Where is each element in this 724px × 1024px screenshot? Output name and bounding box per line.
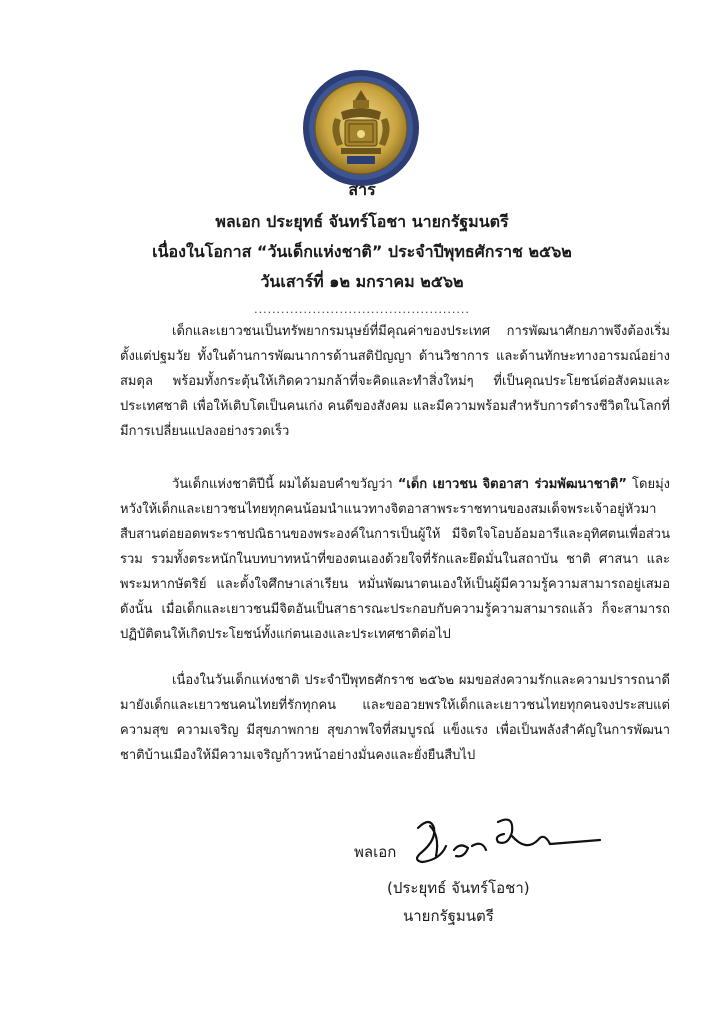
document-title: สาร: [348, 180, 376, 199]
government-seal-icon: [301, 68, 421, 188]
children-day-motto: “เด็ก เยาวชน จิตอาสา ร่วมพัฒนาชาติ”: [397, 477, 627, 492]
paragraph-1-text: เด็กและเยาวชนเป็นทรัพยากรมนุษย์ที่มีคุณค่าของประเทศ การพัฒนาศักยภาพจึงต้องเริ่มตั้งแต่ปฐมวัย ทั้งในด้านการพัฒนาการด้านสติปัญญา ด้านวิชาการ และด้านทักษะทางอารมณ์อย่างสมดุล พร้อมทั้งกระตุ้นให้เกิดความกล้าที่จะคิดและทำสิ่งใหม่ๆ ที่เป็นคุณประโยชน์ต่อสังคมและประเทศชาติ เพื่อให้เติบโตเป็นคนเก่ง คนดีของสังคม และมีความพร้อมสำหรับการดำรงชีวิตในโลกที่มีการเปลี่ยนแปลงอย่างรวดเร็ว: [120, 324, 670, 439]
paragraph-3-text: เนื่องในวันเด็กแห่งชาติ ประจำปีพุทธศักราช ๒๕๖๒ ผมขอส่งความรักและความปรารถนาดีมายังเด็กและเยาวชนคนไทยที่รักทุกคน และขออวยพรให้เด็กและเยาวชนไทยทุกคนจงประสบแต่ความสุข ความเจริญ มีสุขภาพกาย สุขภาพใจที่สมบูรณ์ แข็งแรง เพื่อเป็นพลังสำคัญในการพัฒนาชาติบ้านเมืองให้มีความเจริญก้าวหน้าอย่างมั่นคงและยั่งยืนสืบไป: [120, 673, 670, 763]
paragraph-2: [120, 472, 670, 647]
date-line: วันเสาร์ที่ ๑๒ มกราคม ๒๕๖๒: [260, 272, 464, 291]
signatory-position: นายกรัฐมนตรี: [403, 907, 494, 925]
signatory-name: (ประยุทธ์ จันทร์โอชา): [387, 879, 530, 897]
paragraph-3: [120, 668, 670, 768]
author-line: พลเอก ประยุทธ์ จันทร์โอชา นายกรัฐมนตรี: [215, 212, 509, 231]
paragraph-2-lead: วันเด็กแห่งชาติปีนี้ ผมได้มอบคำขวัญว่า: [172, 477, 398, 492]
signature-rank: พลเอก: [354, 843, 397, 861]
paragraph-1: [120, 319, 670, 444]
handwritten-signature-icon: [400, 806, 605, 881]
occasion-line: เนื่องในโอกาส “วันเด็กแห่งชาติ” ประจำปีพุทธศักราช ๒๕๖๒: [152, 242, 572, 261]
paragraph-2-rest: โดยมุ่งหวังให้เด็กและเยาวชนไทยทุกคนน้อมนำแนวทางจิตอาสาพระราชทานของสมเด็จพระเจ้าอยู่หัวมาสืบสานต่อยอดพระราชปณิธานของพระองค์ในการเป็นผู้ให้ มีจิตใจโอบอ้อมอารีและอุทิศตนเพื่อส่วนรวม รวมทั้งตระหนักในบทบาทหน้าที่ของตนเองด้วยใจที่รักและยึดมั่นในสถาบัน ชาติ ศาสนา และพระมหากษัตริย์ และตั้งใจศึกษาเล่าเรียน หมั่นพัฒนาตนเองให้เป็นผู้มีความรู้ความสามารถอยู่เสมอ ดังนั้น เมื่อเด็กและเยาวชนมีจิตอันเป็นสาธารณะประกอบกับความรู้ความสามารถแล้ว ก็จะสามารถปฏิบัติตนให้เกิดประโยชน์ทั้งแก่ตนเองและประเทศชาติต่อไป: [120, 477, 670, 642]
header-divider: ................................................: [254, 303, 470, 316]
